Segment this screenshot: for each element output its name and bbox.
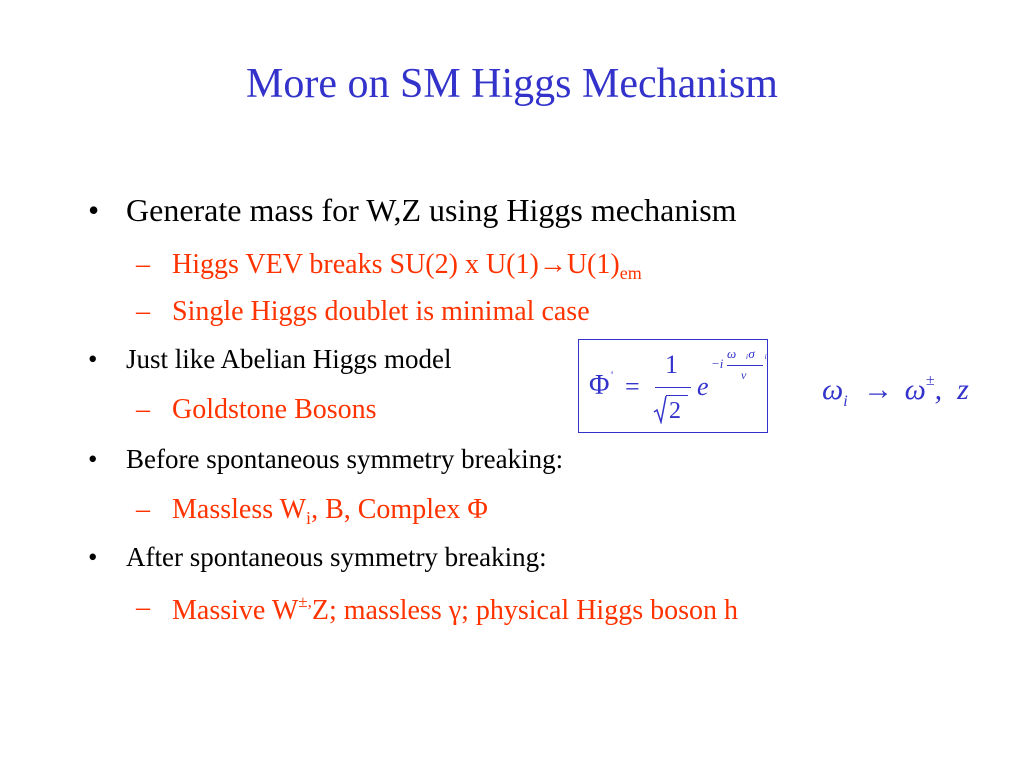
sub-bullet-text: Goldstone Bosons [172,394,377,425]
sub-text-after: U(1) [566,249,620,280]
dash-marker: – [136,296,150,327]
sub-bullet-text [172,494,488,529]
bullet-marker: • [88,444,98,474]
subscript-em: em [619,263,642,283]
dash-marker: – [136,394,150,425]
sub-text-main: Higgs VEV breaks SU(2) x U(1) [172,249,539,280]
eq-exp-prefix: −i [711,356,724,371]
sub-text-b: , B, Complex Φ [311,494,488,525]
eq-lhs-phi: Φ [589,370,610,401]
bullet-text: After spontaneous symmetry breaking: [126,542,547,572]
sqrt-icon [653,394,667,424]
arrow-symbol: → [863,373,894,406]
mapping-rest: , z [934,373,969,406]
omega-subscript: i [843,393,848,410]
sub-text-b: Z; massless γ; physical Higgs boson h [311,595,738,626]
sub-text-a: Massive W [172,595,299,626]
omega-symbol: ω [822,373,844,406]
bullet-marker: • [88,344,98,374]
dash-marker: – [136,494,150,525]
eq-exp-base: e [697,372,709,401]
sub-bullet-text [172,592,738,627]
omega-target-sup: ± [925,372,935,389]
sub-text-a: Massless W [172,494,307,525]
bullet-text: Generate mass for W,Z using Higgs mechanism [126,192,737,228]
eq-exp-fraction-bar [727,365,763,366]
bullet-marker: • [88,192,100,228]
bullet-text: Just like Abelian Higgs model [126,344,452,374]
superscript-pm: ±, [298,592,312,611]
equation-box [578,339,768,433]
eq-exp-numerator: ω⃗ᵢσ⃗ᵢ [727,346,767,361]
eq-numerator: 1 [665,350,678,379]
bullet-marker: • [88,542,98,572]
bullet-text: Before spontaneous symmetry breaking: [126,444,564,474]
eq-fraction-bar [655,387,691,388]
subscript-i: i [306,508,312,528]
arrow-symbol: → [538,249,567,280]
eq-sqrt-arg: 2 [669,398,681,424]
omega-mapping [822,372,969,411]
dash-marker: – [136,249,150,280]
eq-sqrt-bar [666,395,688,396]
eq-equals: = [625,372,640,401]
eq-exp-denominator: v [741,368,747,382]
sub-bullet-text: Single Higgs doublet is minimal case [172,296,590,327]
sub-bullet-text [172,249,642,284]
omega-target: ω [904,373,926,406]
dash-marker: – [136,592,150,623]
slide-title: More on SM Higgs Mechanism [246,61,778,107]
eq-prime: ' [611,368,614,382]
